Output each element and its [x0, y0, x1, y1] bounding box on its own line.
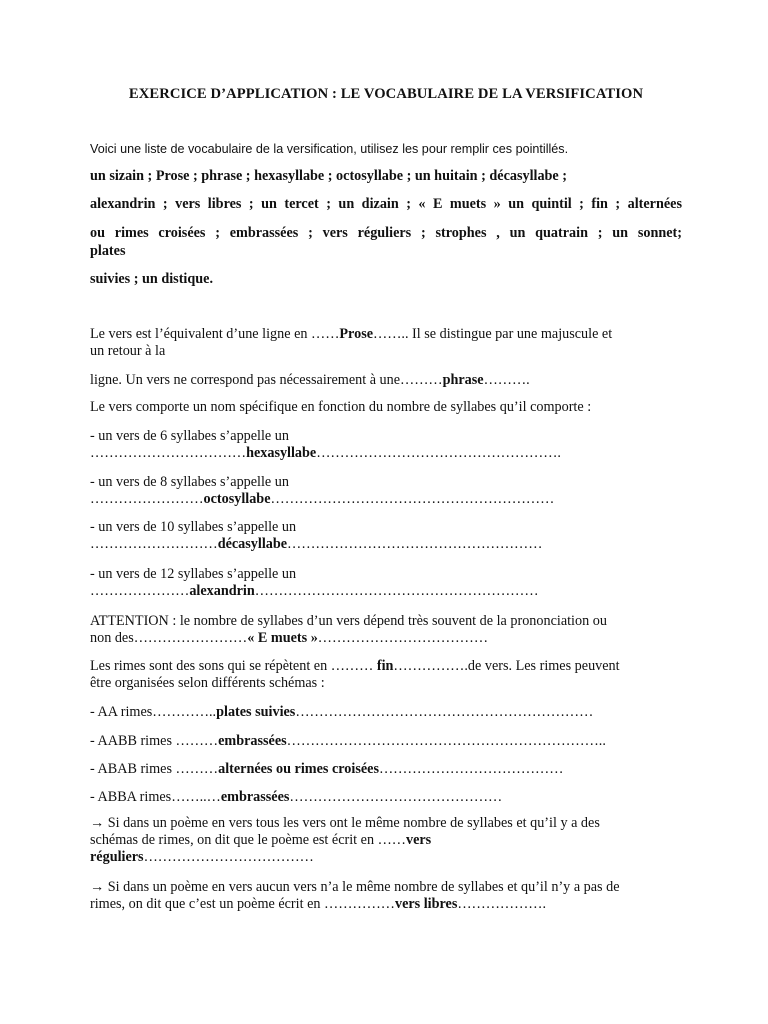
vocab-line-5: suivies ; un distique. [90, 271, 213, 287]
paragraph-attention: ATTENTION : le nombre de syllabes d’un vers dépend très souvent de la prononciation ou non des……………………« E muets »……………………………… [90, 613, 607, 646]
item-8-syllables: - un vers de 8 syllabes s’appelle un ……………………octosyllabe…………………………………………………… [90, 474, 555, 507]
scheme-aa: - AA rimes…………..plates suivies……………………………………………………… [90, 704, 594, 720]
answer-e-muets: « E muets » [247, 630, 318, 646]
instruction-text: Voici une liste de vocabulaire de la versification, utilisez les pour remplir ces pointillés. [90, 142, 569, 156]
item-10-syllables: - un vers de 10 syllabes s’appelle un ………………………décasyllabe……………………………………………… [90, 519, 543, 552]
vocab-line-4: plates [90, 243, 126, 259]
answer-plates-suivies: plates suivies [216, 704, 296, 720]
answer-vers: vers [405, 832, 432, 848]
paragraph-syllables: Le vers comporte un nom spécifique en fonction du nombre de syllabes qu’il comporte : [90, 399, 592, 415]
paragraph-prose: Le vers est l’équivalent d’une ligne en ……Prose…….. Il se distingue par une majuscule et un retour à la [90, 326, 613, 359]
answer-hexasyllabe: hexasyllabe [246, 445, 317, 461]
answer-reguliers: réguliers [90, 849, 144, 865]
scheme-abba: - ABBA rimes……..…embrassées……………………………………… [90, 789, 503, 805]
answer-prose: Prose [339, 326, 374, 342]
answer-embrassees-abba: embrassées [220, 789, 290, 805]
paragraph-vers-reguliers: → Si dans un poème en vers tous les vers ont le même nombre de syllabes et qu’il y a des schémas de rimes, on dit que le poème est écrit en ……vers réguliers……………………………… [90, 815, 600, 865]
answer-embrassees-aabb: embrassées [218, 733, 287, 749]
answer-phrase: phrase [442, 372, 484, 388]
answer-vers-libres: vers libres [394, 896, 458, 912]
paragraph-phrase: ligne. Un vers ne correspond pas nécessairement à une………phrase………. [90, 372, 530, 388]
answer-fin: fin [376, 658, 394, 674]
paragraph-rimes: Les rimes sont des sons qui se répètent en ……… fin…………….de vers. Les rimes peuvent être organisées selon différents schémas : [90, 658, 620, 691]
answer-alternees: alternées ou rimes croisées [218, 761, 379, 777]
document-title: EXERCICE D’APPLICATION : LE VOCABULAIRE DE LA VERSIFICATION [128, 86, 644, 102]
item-12-syllables: - un vers de 12 syllabes s’appelle un …………………alexandrin…………………………………………………… [90, 566, 539, 599]
vocab-line-2: alexandrin ; vers libres ; un tercet ; un dizain ; « E muets » un quintil ; fin ; alternées [90, 196, 682, 212]
scheme-aabb: - AABB rimes ………embrassées………………………………………………………….. [90, 733, 606, 749]
scheme-abab: - ABAB rimes ………alternées ou rimes croisées………………………………… [90, 761, 564, 777]
paragraph-vers-libres: → Si dans un poème en vers aucun vers n’a le même nombre de syllabes et qu’il n’y a pas de rimes, on dit que c’est un poème écrit en ……………vers libres………………. [90, 879, 620, 912]
answer-decasyllabe: décasyllabe [217, 536, 288, 552]
vocab-line-1: un sizain ; Prose ; phrase ; hexasyllabe ; octosyllabe ; un huitain ; décasyllabe ; [90, 168, 568, 184]
item-6-syllables: - un vers de 6 syllabes s’appelle un ……………………………hexasyllabe……………………………………………. [90, 428, 561, 461]
answer-alexandrin: alexandrin [189, 583, 255, 599]
vocab-line-3: ou rimes croisées ; embrassées ; vers réguliers ; strophes , un quatrain ; un sonnet; [90, 225, 682, 241]
answer-octosyllabe: octosyllabe [203, 491, 271, 507]
